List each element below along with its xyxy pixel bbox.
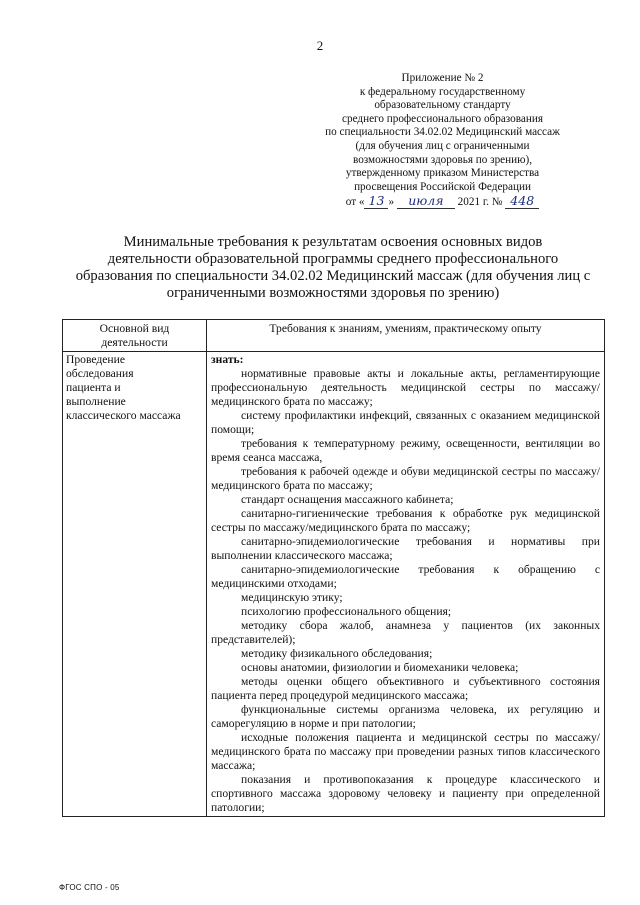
document-title <box>58 234 608 302</box>
activity-line: Проведение <box>66 353 125 366</box>
title-line: образования по специальности 34.02.02 Медицинский массаж (для обучения лиц с <box>75 268 591 284</box>
table-header-row <box>63 320 605 352</box>
requirement-item: основы анатомии, физиологии и биомеханики человека; <box>241 661 519 674</box>
header-activity-line: деятельности <box>101 336 168 349</box>
activity-line: выполнение <box>66 395 126 408</box>
appendix-line: Приложение № 2 <box>401 72 484 84</box>
activity-line: обследования <box>66 367 134 380</box>
appendix-line: (для обучения лиц с ограниченными <box>355 139 530 152</box>
requirement-item: нормативные правовые акты и локальные акты, регламентирующие профессиональную деятельность медицинской сестры по массажу/ медицинского брата по массажу; <box>211 367 600 408</box>
appendix-line: по специальности 34.02.02 Медицинский массаж <box>325 126 560 139</box>
activity-line: пациента и <box>66 381 121 394</box>
appendix-line: утвержденному приказом Министерства <box>345 167 540 180</box>
requirement-item: санитарно-эпидемиологические требования и нормативы при выполнении классического массажа; <box>211 535 600 562</box>
header-activity-line: Основной вид <box>99 322 170 335</box>
requirement-item: требования к рабочей одежде и обуви медицинской сестры по массажу/медицинского брата по массажу; <box>211 465 600 492</box>
appendix-block <box>300 72 585 210</box>
date-prefix: от « <box>345 196 365 209</box>
page-number: 2 <box>316 38 324 53</box>
requirement-item: психологию профессионального общения; <box>241 605 452 618</box>
handwritten-day: 13 <box>364 194 388 209</box>
appendix-line: возможностями здоровья по зрению), <box>353 153 532 166</box>
requirement-item: методы оценки общего объективного и субъективного состояния пациента перед процедурой медицинского массажа; <box>211 675 600 702</box>
footer-code: ФГОС СПО - 05 <box>59 883 120 892</box>
header-requirements: Требования к знаниям, умениям, практическому опыту <box>207 320 605 352</box>
title-line: деятельности образовательной программы среднего профессионального <box>107 251 559 267</box>
requirement-item: функциональные системы организма человека, их регуляцию и саморегуляцию в норме и при патологии; <box>211 703 600 730</box>
handwritten-order-number: 448 <box>505 194 539 209</box>
activity-line: классического массажа <box>66 409 181 422</box>
appendix-line: образовательному стандарту <box>374 99 511 112</box>
requirement-item: методику сбора жалоб, анамнеза у пациентов (их законных представителей); <box>211 619 600 646</box>
requirement-item: медицинскую этику; <box>241 591 343 604</box>
date-mid: » <box>388 196 395 209</box>
handwritten-month: июля <box>397 194 455 209</box>
order-date-line <box>300 194 585 210</box>
title-line: ограниченными возможностями здоровья по зрению) <box>166 285 500 301</box>
requirement-item: санитарно-гигиенические требования к обработке рук медицинской сестры по массажу/медицинского брата по массажу; <box>211 507 600 534</box>
requirement-item: систему профилактики инфекций, связанных с оказанием медицинской помощи; <box>211 409 600 436</box>
appendix-line: к федеральному государственному <box>359 85 526 98</box>
requirement-item: методику физикального обследования; <box>241 647 433 660</box>
requirements-table <box>62 319 605 817</box>
date-year: 2021 г. № <box>457 196 503 209</box>
requirement-item: показания и противопоказания к процедуре классического и спортивного массажа здоровому человеку и пациенту при определенной патологии; <box>211 773 600 814</box>
requirement-item: требования к температурному режиму, освещенности, вентиляции во время сеанса массажа, <box>211 437 600 464</box>
activity-cell <box>63 352 207 817</box>
requirements-cell <box>207 352 605 817</box>
title-line: Минимальные требования к результатам освоения основных видов <box>123 234 543 250</box>
appendix-line: среднего профессионального образования <box>342 112 543 125</box>
know-label: знать: <box>211 353 244 366</box>
table-row <box>63 352 605 817</box>
requirement-item: санитарно-эпидемиологические требования к обращению с медицинскими отходами; <box>211 563 600 590</box>
header-activity <box>63 320 207 352</box>
requirement-item: стандарт оснащения массажного кабинета; <box>241 493 454 506</box>
appendix-line: просвещения Российской Федерации <box>354 180 531 193</box>
requirement-item: исходные положения пациента и медицинской сестры по массажу/медицинского брата по массажу при проведении разных типов классического массажа; <box>211 731 600 772</box>
